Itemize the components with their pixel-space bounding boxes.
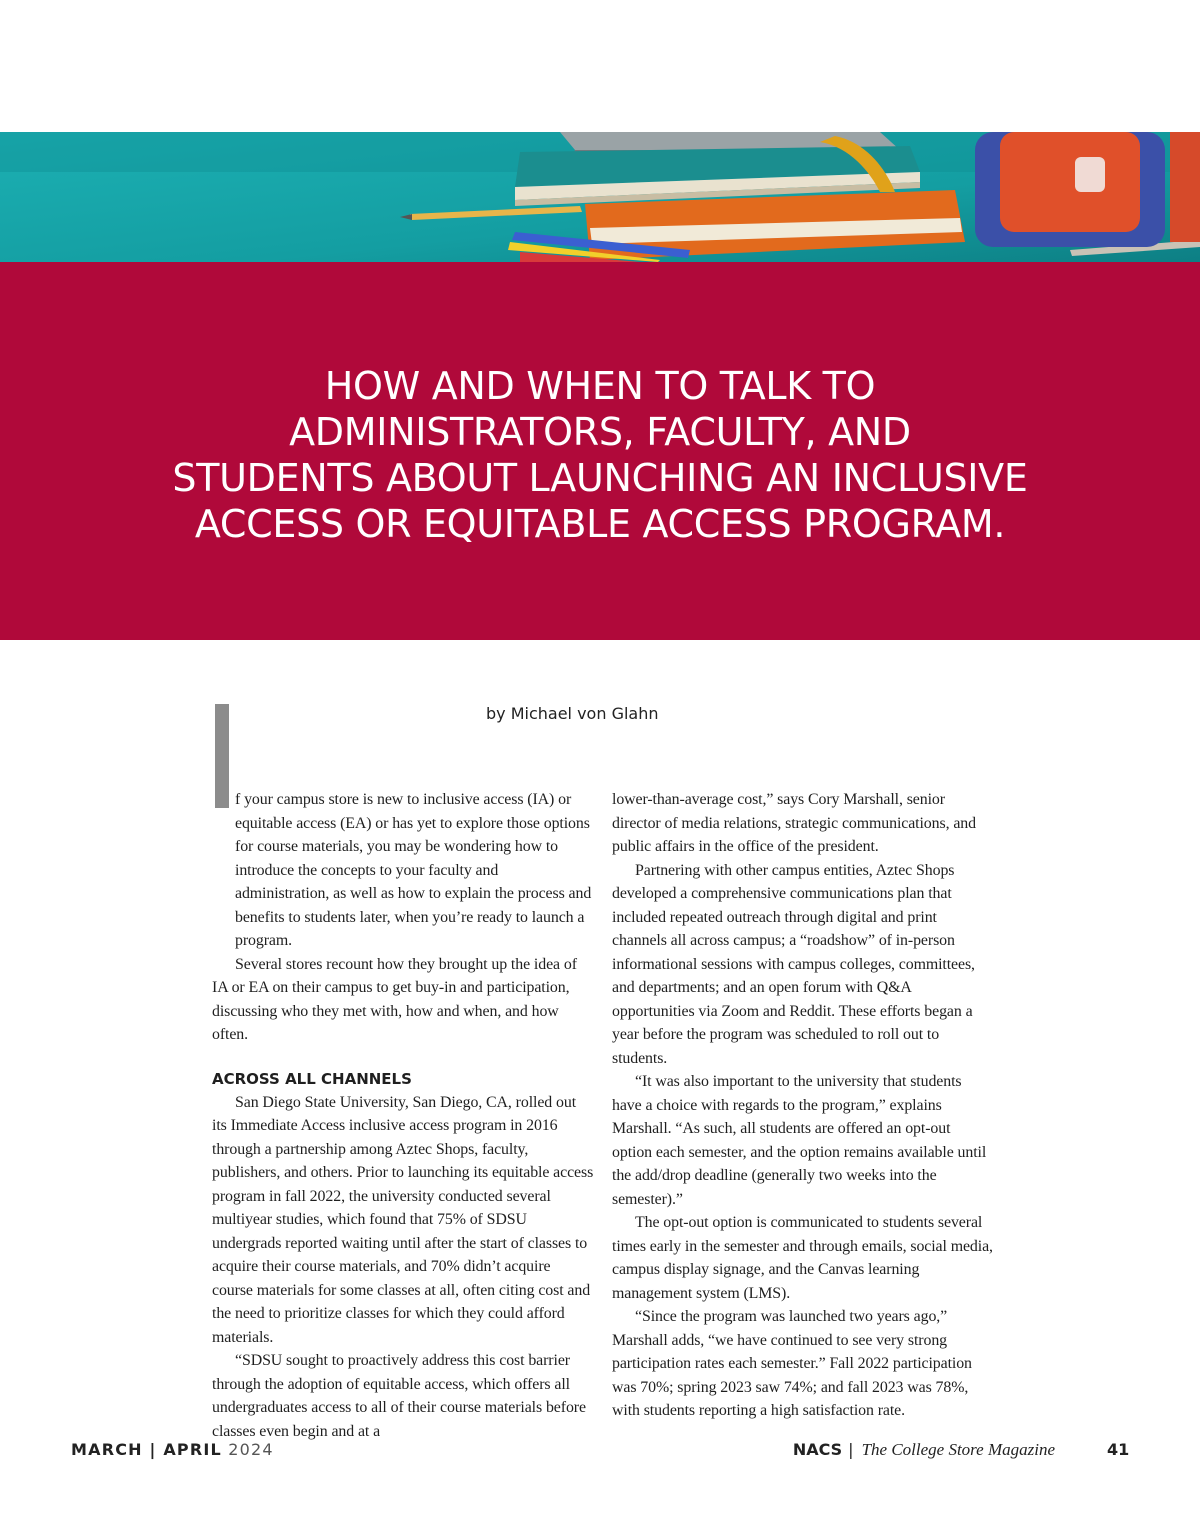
title-banner xyxy=(0,262,1200,640)
section-subhead: ACROSS ALL CHANNELS xyxy=(212,1069,412,1088)
footer-separator: | xyxy=(848,1440,854,1459)
headline-line: STUDENTS ABOUT LAUNCHING AN INCLUSIVE xyxy=(172,456,1028,500)
headline-line: ADMINISTRATORS, FACULTY, AND xyxy=(289,410,911,454)
headline-line: HOW AND WHEN TO TALK TO xyxy=(324,364,876,408)
body-paragraph: lower-than-average cost,” says Cory Marshall, senior director of media relations, strategic communications, and public affairs in the office of the president. xyxy=(612,791,976,855)
issue-year: 2024 xyxy=(228,1440,274,1459)
right-column xyxy=(612,788,994,1423)
issue-date xyxy=(71,1440,274,1459)
byline: by Michael von Glahn xyxy=(486,704,659,723)
issue-months: MARCH | APRIL xyxy=(71,1440,222,1459)
page-number: 41 xyxy=(1107,1440,1130,1459)
hero-image xyxy=(0,132,1200,262)
left-column xyxy=(212,788,594,1443)
body-paragraph: “SDSU sought to proactively address this cost barrier through the adoption of equitable access, which offers all undergraduates access to all of their course materials before classes even begin and at a xyxy=(212,1352,586,1440)
page-footer xyxy=(0,1440,1200,1466)
body-paragraph: The opt-out option is communicated to students several times early in the semester and through emails, social media, campus display signage, and the Canvas learning management system (LMS). xyxy=(612,1214,993,1302)
body-paragraph: Partnering with other campus entities, Aztec Shops developed a comprehensive communications plan that included repeated outreach through digital and print channels all across campus; a “roadshow” of in-person informational sessions with campus colleges, committees, and departments; and an open forum with Q&A opportunities via Zoom and Reddit. These efforts began a year before the program was scheduled to roll out to students. xyxy=(612,861,975,1067)
magazine-title: The College Store Magazine xyxy=(861,1440,1055,1459)
magazine-name xyxy=(793,1440,1055,1460)
headline-line: ACCESS OR EQUITABLE ACCESS PROGRAM. xyxy=(194,502,1006,546)
publisher-name: NACS xyxy=(792,1440,843,1459)
body-paragraph: “Since the program was launched two years ago,” Marshall adds, “we have continued to see very strong participation rates each semester.” Fall 2022 participation was 70%; spring 2023 saw 74%; and fall 2023 was 78%, with students reporting a high satisfaction rate. xyxy=(612,1308,972,1419)
body-paragraph: San Diego State University, San Diego, CA, rolled out its Immediate Access inclusive access program in 2016 through a partnership among Aztec Shops, faculty, publishers, and others. Prior to launching its equitable access program in fall 2022, the university conducted several multiyear studies, which found that 75% of SDSU undergrads reported waiting until after the start of classes to acquire their course materials, and 70% didn’t acquire course materials for some classes at all, often citing cost and the need to prioritize classes for which they could afford materials. xyxy=(212,1093,594,1346)
body-paragraph: Several stores recount how they brought up the idea of IA or EA on their campus to get buy-in and participation, discussing who they met with, how and when, and how often. xyxy=(212,955,577,1043)
body-paragraph: f your campus store is new to inclusive access (IA) or equitable access (EA) or has yet to explore those options for course materials, you may be wondering how to introduce the concepts to your faculty and administration, as well as how to explain the process and benefits to students later, when you’re ready to launch a program. xyxy=(235,791,592,949)
article-headline xyxy=(60,363,1140,547)
body-paragraph: “It was also important to the university that students have a choice with regards to the program,” explains Marshall. “As such, all students are offered an opt-out option each semester, and the option remains available until the add/drop deadline (generally two weeks into the semester).” xyxy=(612,1073,987,1208)
